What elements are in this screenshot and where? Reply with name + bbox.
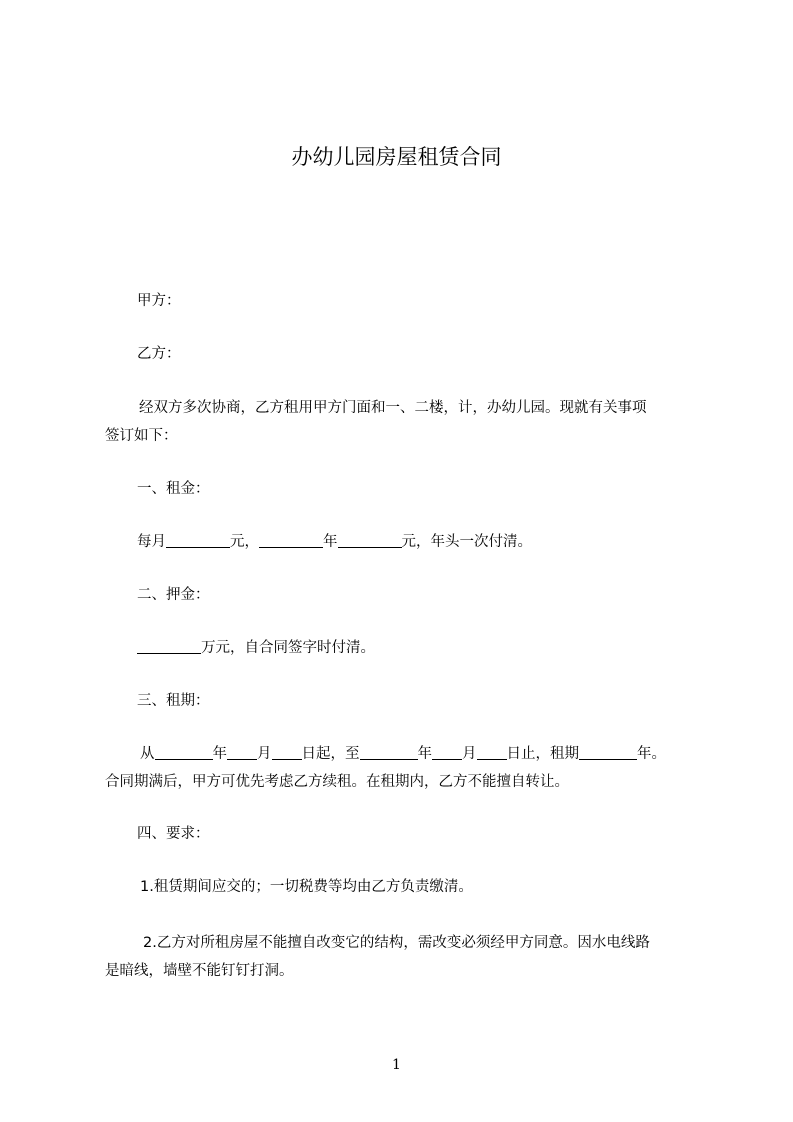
document-title: 办幼儿园房屋租赁合同 [291, 145, 502, 169]
term-start-year-blank [155, 741, 213, 760]
rent-heading: 一、租金： [137, 481, 210, 497]
term-end-day-blank [477, 741, 507, 760]
term-text-8: 年。 [637, 746, 666, 762]
deposit-text: 万元，自合同签字时付清。 [201, 640, 375, 656]
rent-text-4: 元，年头一次付清。 [401, 534, 532, 550]
party-a-line: 甲方： [137, 293, 181, 309]
rent-monthly-blank [166, 529, 230, 548]
term-line-1 [105, 739, 740, 769]
term-text-2: 年 [212, 746, 227, 762]
rent-line [105, 527, 737, 557]
deposit-amount-blank [137, 635, 201, 654]
requirement-item-2-line-1: 2.乙方对所租房屋不能擅自改变它的结构，需改变必须经甲方同意。因水电线路 [143, 935, 650, 951]
term-text-5: 年 [417, 746, 432, 762]
term-start-month-blank [227, 741, 257, 760]
rent-text-3: 年 [323, 534, 338, 550]
term-end-month-blank [432, 741, 462, 760]
term-text-4: 日起，至 [301, 746, 360, 762]
page-number: 1 [392, 1057, 401, 1073]
intro-line-2: 签订如下： [105, 428, 178, 444]
party-b-line: 乙方： [137, 346, 181, 362]
rent-text-1: 每月 [137, 534, 166, 550]
term-text-1: 从 [140, 746, 155, 762]
requirement-item-2-line-2: 是暗线，墙壁不能钉钉打洞。 [105, 963, 294, 979]
requirements-heading: 四、要求： [137, 826, 210, 842]
deposit-line [105, 633, 737, 663]
term-text-7: 日止，租期 [506, 746, 579, 762]
term-end-year-blank [360, 741, 418, 760]
term-line-2: 合同期满后，甲方可优先考虑乙方续租。在租期内，乙方不能擅自转让。 [105, 774, 569, 790]
deposit-heading: 二、押金： [137, 587, 210, 603]
rent-yearly-amount-blank [338, 529, 402, 548]
term-length-blank [579, 741, 637, 760]
term-start-day-blank [272, 741, 302, 760]
term-heading: 三、租期： [137, 693, 210, 709]
intro-line-1: 经双方多次协商，乙方租用甲方门面和一、二楼，计，办幼儿园。现就有关事项 [139, 400, 647, 416]
term-text-6: 月 [462, 746, 477, 762]
rent-year-blank [259, 529, 323, 548]
rent-text-2: 元， [230, 534, 259, 550]
term-text-3: 月 [257, 746, 272, 762]
requirement-item-1: 1.租赁期间应交的；一切税费等均由乙方负责缴清。 [140, 879, 473, 895]
